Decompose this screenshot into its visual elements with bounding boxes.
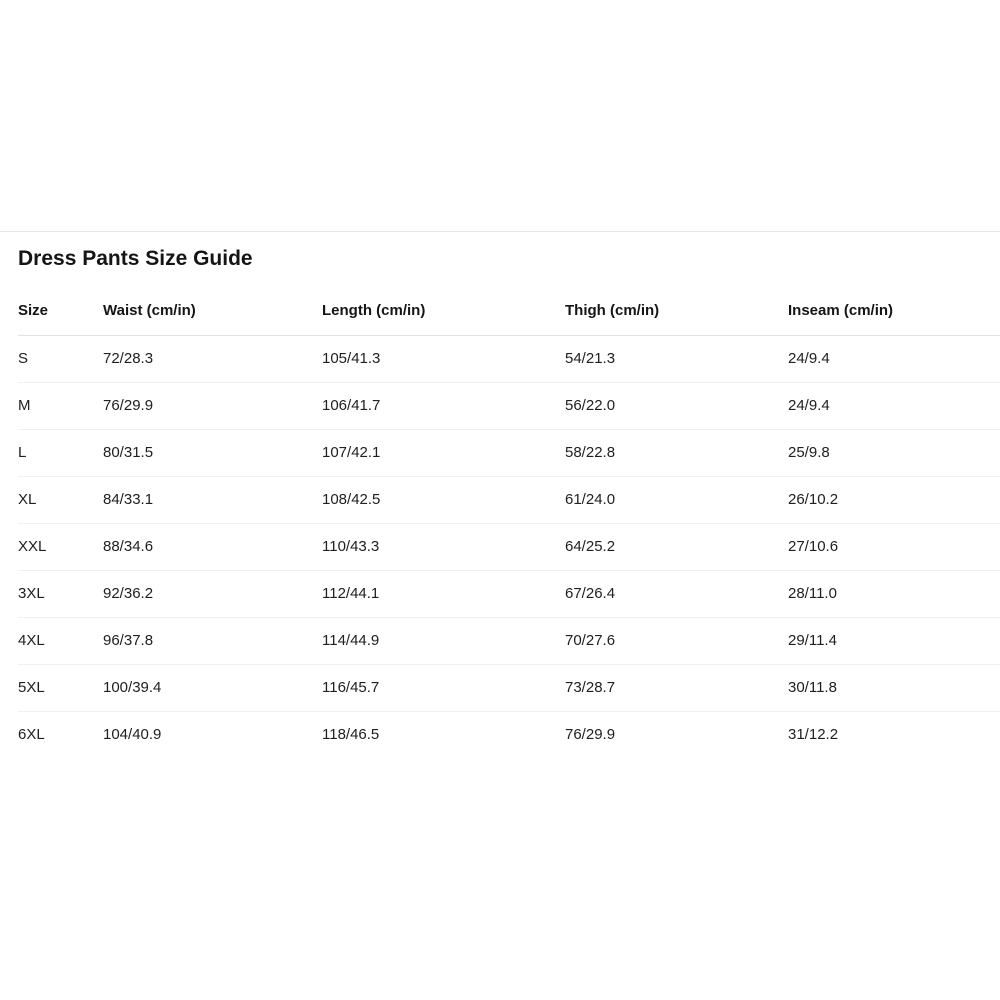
table-cell: 105/41.3 bbox=[322, 350, 381, 367]
table-cell: 88/34.6 bbox=[103, 523, 322, 570]
table-cell: 26/10.2 bbox=[788, 476, 1000, 523]
column-header: Thigh (cm/in) bbox=[565, 287, 788, 335]
table-cell: 58/22.8 bbox=[565, 429, 788, 476]
table-body bbox=[18, 335, 1000, 758]
table-cell: 29/11.4 bbox=[788, 617, 1000, 664]
table-row bbox=[18, 335, 1000, 382]
table-cell: 61/24.0 bbox=[565, 476, 788, 523]
table-cell: XL bbox=[18, 476, 103, 523]
table-cell: S bbox=[18, 350, 29, 367]
table-cell: 64/25.2 bbox=[565, 523, 788, 570]
column-header: Waist (cm/in) bbox=[103, 287, 322, 335]
table-cell: 92/36.2 bbox=[103, 570, 322, 617]
table-row bbox=[18, 664, 1000, 711]
table-row bbox=[18, 476, 1000, 523]
table-cell: L bbox=[18, 429, 103, 476]
table-cell: 107/42.1 bbox=[322, 429, 565, 476]
table-cell: 72/28.3 bbox=[103, 350, 154, 367]
table-cell: 25/9.8 bbox=[788, 429, 1000, 476]
table-header bbox=[18, 287, 1000, 335]
page-title: Dress Pants Size Guide bbox=[18, 247, 253, 270]
table-cell: 104/40.9 bbox=[103, 711, 322, 758]
table-cell: 106/41.7 bbox=[322, 382, 565, 429]
table-cell: 6XL bbox=[18, 711, 103, 758]
table-cell: 24/9.4 bbox=[788, 350, 830, 367]
size-guide-table bbox=[18, 287, 1000, 758]
table-cell: 84/33.1 bbox=[103, 476, 322, 523]
table-cell: 31/12.2 bbox=[788, 711, 1000, 758]
table-cell: 80/31.5 bbox=[103, 429, 322, 476]
table-cell: 67/26.4 bbox=[565, 570, 788, 617]
table-cell: 30/11.8 bbox=[788, 664, 1000, 711]
table-cell: 118/46.5 bbox=[322, 711, 565, 758]
column-header: Length (cm/in) bbox=[322, 287, 565, 335]
table-cell: 24/9.4 bbox=[788, 382, 1000, 429]
table-cell: 28/11.0 bbox=[788, 570, 1000, 617]
table-cell: 4XL bbox=[18, 617, 103, 664]
table-cell: 70/27.6 bbox=[565, 617, 788, 664]
header-row bbox=[18, 287, 1000, 335]
table-cell: 110/43.3 bbox=[322, 523, 565, 570]
table-row bbox=[18, 570, 1000, 617]
table-cell: 54/21.3 bbox=[565, 350, 616, 367]
table-cell: XXL bbox=[18, 523, 103, 570]
top-spacer bbox=[0, 0, 1000, 231]
table-cell: 112/44.1 bbox=[322, 570, 565, 617]
table-cell: 73/28.7 bbox=[565, 664, 788, 711]
table-cell: 114/44.9 bbox=[322, 617, 565, 664]
table-row bbox=[18, 711, 1000, 758]
table-cell: 108/42.5 bbox=[322, 476, 565, 523]
top-divider bbox=[0, 231, 1000, 232]
table-cell: 116/45.7 bbox=[322, 664, 565, 711]
table-row bbox=[18, 429, 1000, 476]
table-row bbox=[18, 382, 1000, 429]
table-cell: 96/37.8 bbox=[103, 617, 322, 664]
column-header: Inseam (cm/in) bbox=[788, 287, 1000, 335]
table-cell: 5XL bbox=[18, 664, 103, 711]
column-header: Size bbox=[18, 287, 103, 335]
table-cell: M bbox=[18, 382, 103, 429]
table-cell: 56/22.0 bbox=[565, 382, 788, 429]
table-cell: 76/29.9 bbox=[565, 711, 788, 758]
table-row bbox=[18, 617, 1000, 664]
table-cell: 27/10.6 bbox=[788, 523, 1000, 570]
size-guide-content bbox=[0, 245, 1000, 758]
table-row bbox=[18, 523, 1000, 570]
table-cell: 100/39.4 bbox=[103, 664, 322, 711]
table-cell: 3XL bbox=[18, 570, 103, 617]
table-cell: 76/29.9 bbox=[103, 382, 322, 429]
